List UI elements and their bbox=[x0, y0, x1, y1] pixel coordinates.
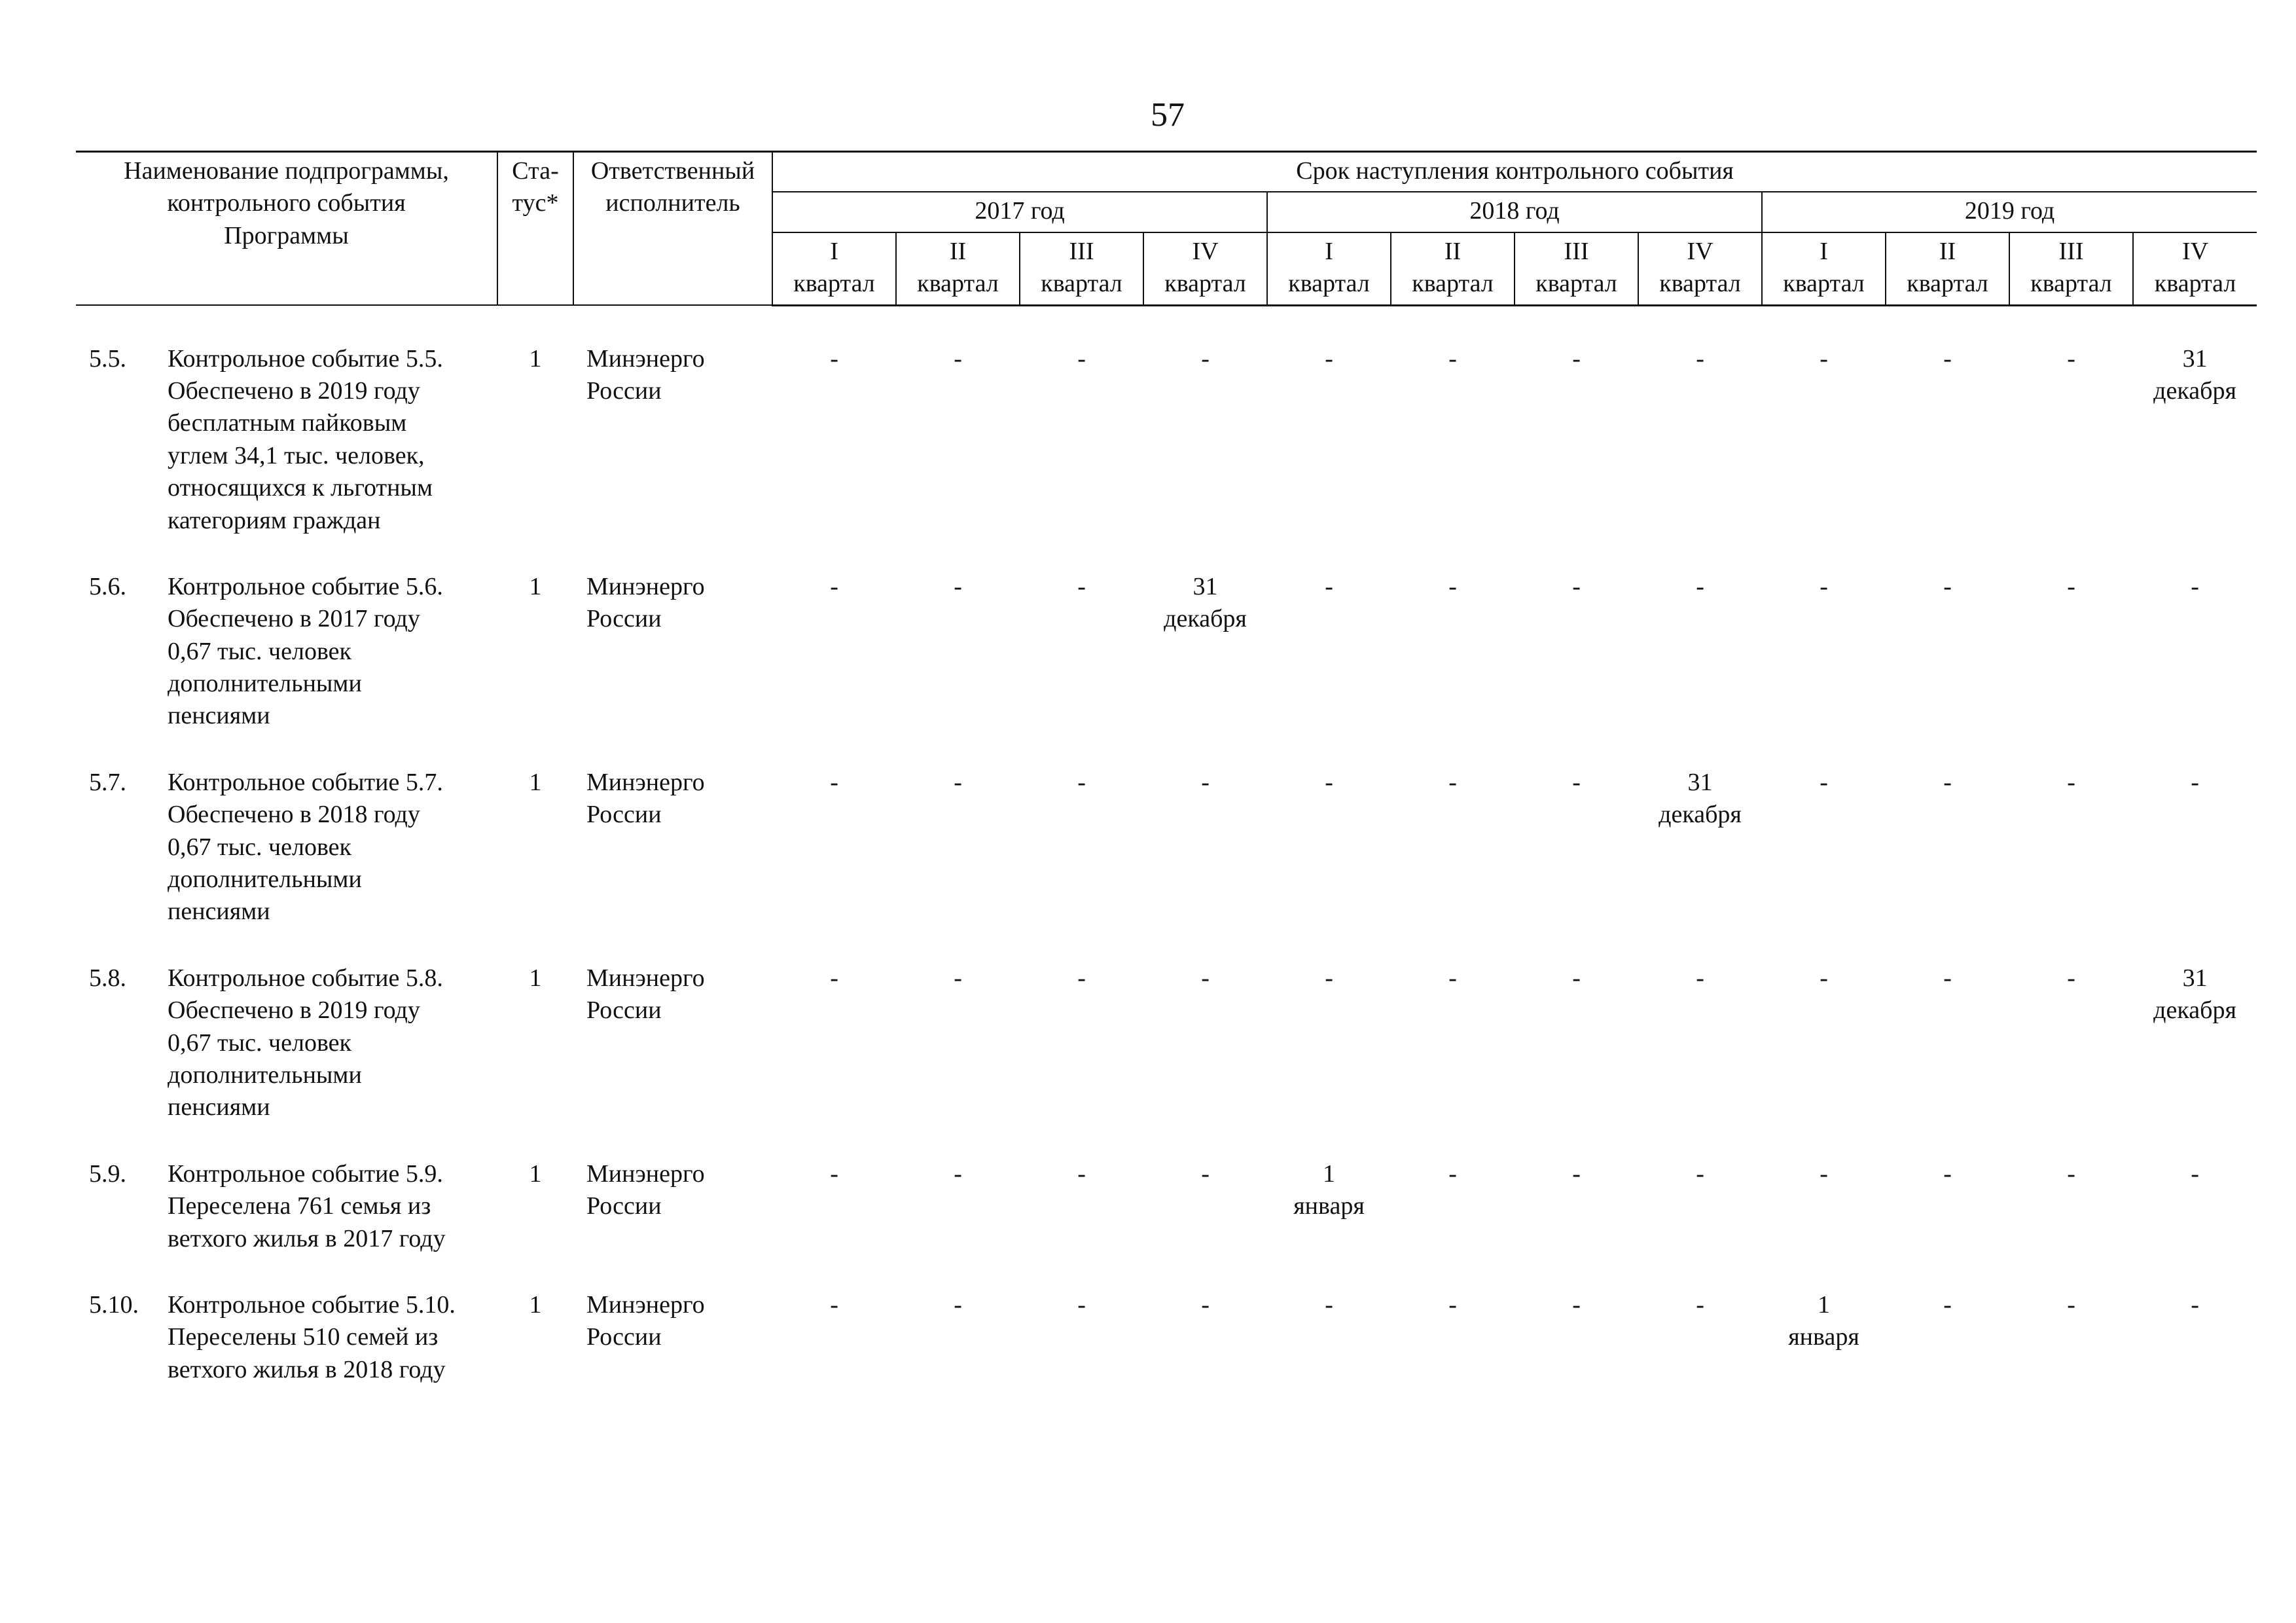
header-quarter: II квартал bbox=[896, 232, 1020, 305]
table-body bbox=[76, 305, 2257, 1420]
quarter-cell: - bbox=[1572, 1159, 1581, 1188]
event-status: 1 bbox=[529, 572, 542, 600]
table-row bbox=[76, 343, 2257, 571]
header-quarter: II квартал bbox=[1391, 232, 1515, 305]
quarter-cell: - bbox=[1448, 572, 1457, 600]
quarter-cell: - bbox=[1201, 1159, 1210, 1188]
event-name: Контрольное событие 5.8. Обеспечено в 2019 году 0,67 тыс. человек дополнительными пенсиями bbox=[168, 964, 443, 1122]
quarter-cell: - bbox=[1448, 768, 1457, 796]
quarter-cell: - bbox=[1325, 768, 1333, 796]
event-number: 5.8. bbox=[89, 964, 126, 992]
page-number: 57 bbox=[1151, 96, 1185, 134]
quarter-cell: - bbox=[1820, 344, 1828, 373]
event-responsible: Минэнерго России bbox=[586, 1290, 705, 1351]
quarter-cell: 31 декабря bbox=[1164, 572, 1247, 633]
quarter-cell: - bbox=[1448, 1159, 1457, 1188]
quarter-cell: - bbox=[1448, 964, 1457, 992]
quarter-cell: - bbox=[2067, 344, 2075, 373]
quarter-cell: - bbox=[954, 572, 962, 600]
quarter-cell: - bbox=[1572, 572, 1581, 600]
header-quarter: IV квартал bbox=[1638, 232, 1762, 305]
event-number: 5.7. bbox=[89, 768, 126, 796]
header-quarter: IV квартал bbox=[2133, 232, 2257, 305]
quarter-cell: - bbox=[2191, 768, 2199, 796]
quarter-cell: - bbox=[2067, 1159, 2075, 1188]
quarter-cell: - bbox=[2191, 572, 2199, 600]
quarter-cell: - bbox=[1201, 964, 1210, 992]
quarter-cell: - bbox=[1077, 768, 1086, 796]
quarter-cell: - bbox=[1077, 1159, 1086, 1188]
header-quarter: III квартал bbox=[1020, 232, 1143, 305]
quarter-cell: - bbox=[1696, 344, 1704, 373]
event-responsible: Минэнерго России bbox=[586, 1159, 705, 1220]
table-row bbox=[76, 571, 2257, 767]
quarter-cell: - bbox=[1572, 344, 1581, 373]
quarter-cell: - bbox=[2067, 1290, 2075, 1319]
header-quarter: I квартал bbox=[1267, 232, 1391, 305]
table-row bbox=[76, 1289, 2257, 1420]
quarter-cell: - bbox=[1696, 572, 1704, 600]
quarter-cell: - bbox=[1820, 768, 1828, 796]
event-responsible: Минэнерго России bbox=[586, 768, 705, 829]
event-status: 1 bbox=[529, 1290, 542, 1319]
event-name: Контрольное событие 5.9. Переселена 761 семья из ветхого жилья в 2017 году bbox=[168, 1159, 446, 1252]
quarter-cell: 1 января bbox=[1293, 1159, 1365, 1220]
quarter-cell: - bbox=[2067, 572, 2075, 600]
quarter-cell: - bbox=[1572, 768, 1581, 796]
spacer bbox=[76, 305, 2257, 343]
event-status: 1 bbox=[529, 344, 542, 373]
quarter-cell: 1 января bbox=[1788, 1290, 1859, 1351]
quarter-cell: - bbox=[1448, 344, 1457, 373]
header-year: 2017 год bbox=[772, 192, 1267, 232]
quarter-cell: - bbox=[1943, 344, 1952, 373]
table-row bbox=[76, 767, 2257, 962]
event-number: 5.6. bbox=[89, 572, 126, 600]
quarter-cell: - bbox=[1077, 964, 1086, 992]
header-deadline-group: Срок наступления контрольного события bbox=[772, 152, 2257, 192]
event-responsible: Минэнерго России bbox=[586, 572, 705, 633]
quarter-cell: - bbox=[1820, 572, 1828, 600]
quarter-cell: - bbox=[1696, 1290, 1704, 1319]
quarter-cell: - bbox=[1943, 1290, 1952, 1319]
quarter-cell: 31 декабря bbox=[2153, 964, 2236, 1025]
header-quarter: I квартал bbox=[1762, 232, 1886, 305]
header-name: Наименование подпрограммы, контрольного события Программы bbox=[76, 152, 497, 306]
quarter-cell: - bbox=[1201, 344, 1210, 373]
quarter-cell: - bbox=[1325, 572, 1333, 600]
quarter-cell: - bbox=[830, 1159, 838, 1188]
quarter-cell: - bbox=[1696, 1159, 1704, 1188]
quarter-cell: - bbox=[1943, 964, 1952, 992]
quarter-cell: - bbox=[954, 1159, 962, 1188]
table-header bbox=[76, 152, 2257, 306]
control-events-table bbox=[76, 151, 2257, 1420]
quarter-cell: - bbox=[1448, 1290, 1457, 1319]
quarter-cell: 31 декабря bbox=[2153, 344, 2236, 405]
quarter-cell: - bbox=[2067, 768, 2075, 796]
quarter-cell: - bbox=[1077, 572, 1086, 600]
event-responsible: Минэнерго России bbox=[586, 964, 705, 1025]
table-row bbox=[76, 962, 2257, 1158]
quarter-cell: - bbox=[954, 344, 962, 373]
quarter-cell: - bbox=[830, 344, 838, 373]
quarter-cell: 31 декабря bbox=[1659, 768, 1742, 829]
quarter-cell: - bbox=[2067, 964, 2075, 992]
quarter-cell: - bbox=[1077, 344, 1086, 373]
event-status: 1 bbox=[529, 964, 542, 992]
quarter-cell: - bbox=[1572, 1290, 1581, 1319]
quarter-cell: - bbox=[1820, 1159, 1828, 1188]
header-responsible: Ответственный исполнитель bbox=[573, 152, 772, 306]
quarter-cell: - bbox=[1077, 1290, 1086, 1319]
quarter-cell: - bbox=[1325, 344, 1333, 373]
quarter-cell: - bbox=[830, 572, 838, 600]
quarter-cell: - bbox=[830, 964, 838, 992]
quarter-cell: - bbox=[830, 768, 838, 796]
event-number: 5.10. bbox=[89, 1290, 139, 1319]
quarter-cell: - bbox=[954, 768, 962, 796]
quarter-cell: - bbox=[1820, 964, 1828, 992]
header-quarter: II квартал bbox=[1886, 232, 2009, 305]
quarter-cell: - bbox=[1325, 1290, 1333, 1319]
quarter-cell: - bbox=[954, 964, 962, 992]
event-number: 5.5. bbox=[89, 344, 126, 373]
header-status: Ста- тус* bbox=[497, 152, 573, 306]
event-number: 5.9. bbox=[89, 1159, 126, 1188]
event-name: Контрольное событие 5.6. Обеспечено в 2017 году 0,67 тыс. человек дополнительными пенсиями bbox=[168, 572, 443, 730]
quarter-cell: - bbox=[2191, 1159, 2199, 1188]
event-name: Контрольное событие 5.7. Обеспечено в 2018 году 0,67 тыс. человек дополнительными пенсиями bbox=[168, 768, 443, 926]
quarter-cell: - bbox=[1325, 964, 1333, 992]
header-year: 2019 год bbox=[1762, 192, 2257, 232]
header-quarter: IV квартал bbox=[1143, 232, 1267, 305]
quarter-cell: - bbox=[1201, 1290, 1210, 1319]
quarter-cell: - bbox=[1201, 768, 1210, 796]
quarter-cell: - bbox=[2191, 1290, 2199, 1319]
header-quarter: I квартал bbox=[772, 232, 896, 305]
event-responsible: Минэнерго России bbox=[586, 344, 705, 405]
event-name: Контрольное событие 5.5. Обеспечено в 2019 году бесплатным пайковым углем 34,1 тыс. человек, относящихся к льготным категориям граждан bbox=[168, 344, 443, 534]
event-name: Контрольное событие 5.10. Переселены 510 семей из ветхого жилья в 2018 году bbox=[168, 1290, 456, 1383]
quarter-cell: - bbox=[1696, 964, 1704, 992]
quarter-cell: - bbox=[830, 1290, 838, 1319]
quarter-cell: - bbox=[954, 1290, 962, 1319]
table-row bbox=[76, 1158, 2257, 1289]
quarter-cell: - bbox=[1943, 768, 1952, 796]
quarter-cell: - bbox=[1943, 572, 1952, 600]
event-status: 1 bbox=[529, 768, 542, 796]
header-year: 2018 год bbox=[1267, 192, 1762, 232]
header-quarter: III квартал bbox=[1515, 232, 1638, 305]
header-quarter: III квартал bbox=[2009, 232, 2133, 305]
event-status: 1 bbox=[529, 1159, 542, 1188]
quarter-cell: - bbox=[1572, 964, 1581, 992]
quarter-cell: - bbox=[1943, 1159, 1952, 1188]
